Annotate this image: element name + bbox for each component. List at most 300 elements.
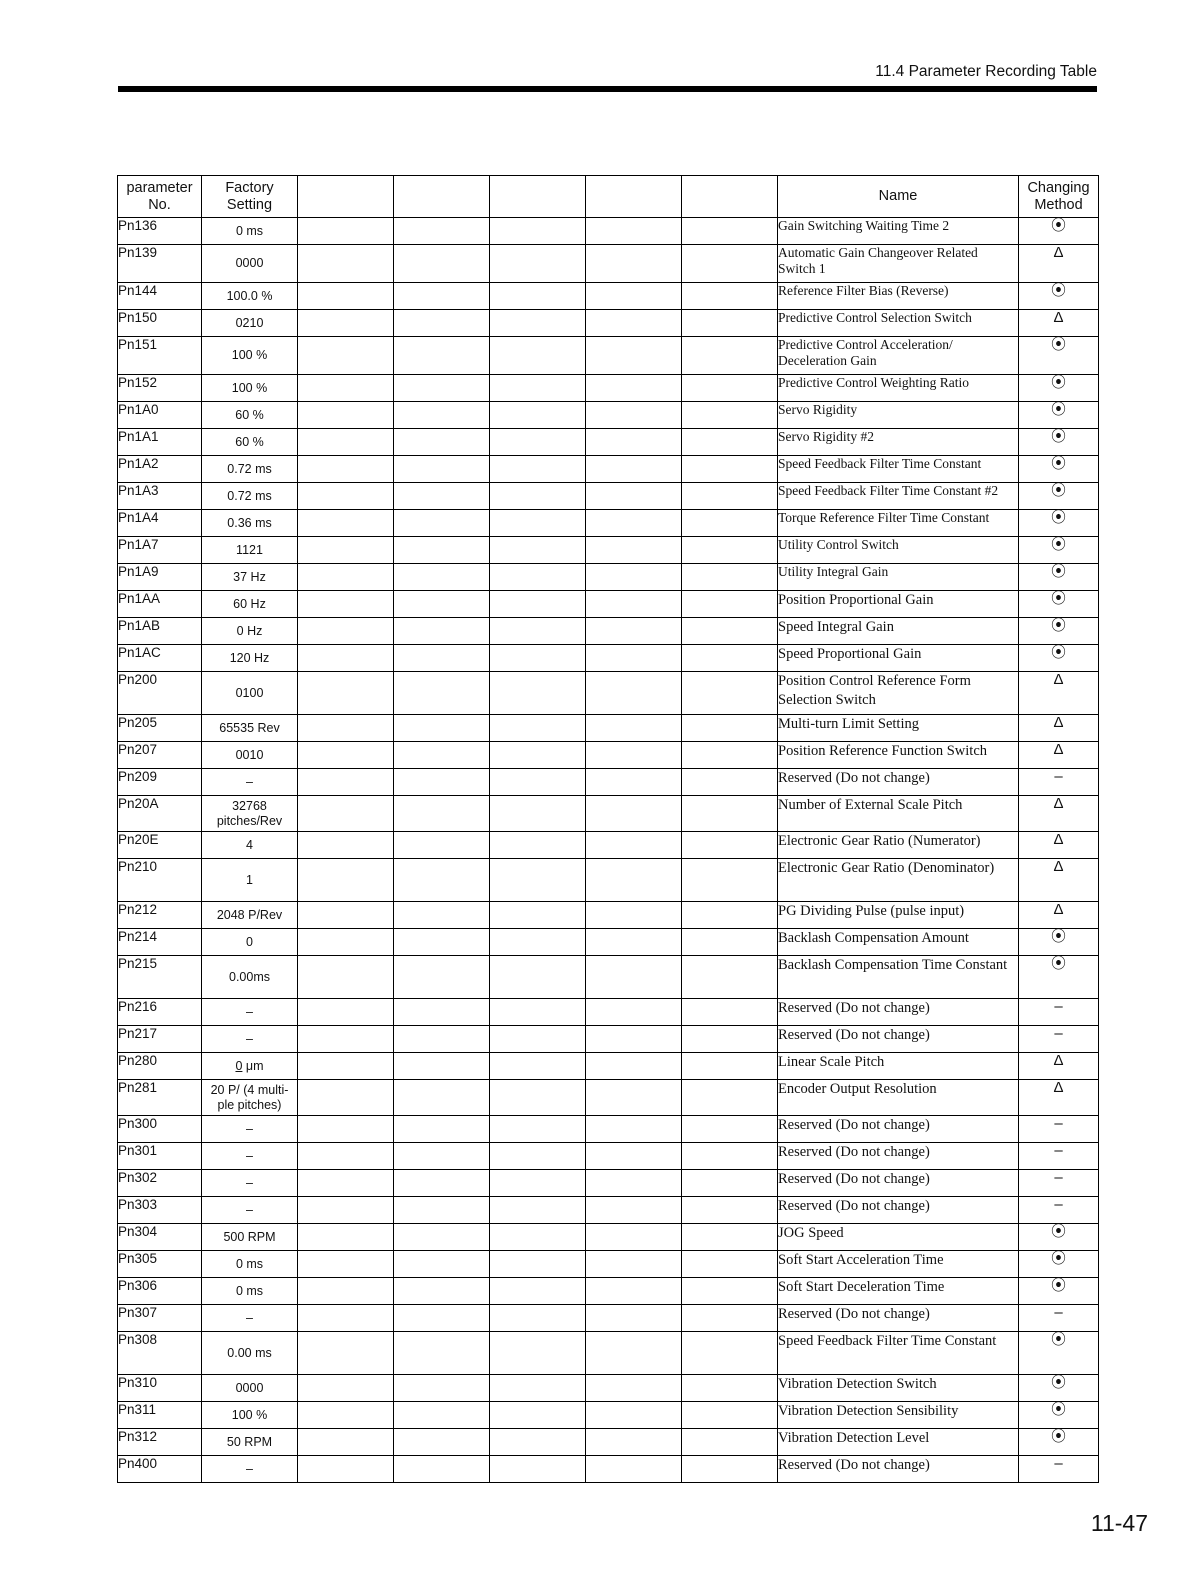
recording-cell: [586, 245, 682, 283]
recording-cell: [682, 1251, 778, 1278]
factory-setting-cell: [202, 1305, 298, 1332]
recording-cell: [586, 429, 682, 456]
recording-cell: [298, 1456, 394, 1483]
name-cell: Gain Switching Waiting Time 2: [778, 218, 1019, 245]
parameter-no-cell: Pn303: [118, 1197, 202, 1224]
recording-cell: [298, 672, 394, 715]
name-cell: Position Reference Function Switch: [778, 742, 1019, 769]
name-cell: Reserved (Do not change): [778, 999, 1019, 1026]
recording-cell: [394, 1278, 490, 1305]
table-row: [118, 902, 1099, 929]
changing-method-icon: Δ: [1019, 715, 1099, 742]
recording-cell: [682, 859, 778, 902]
recording-cell: [682, 769, 778, 796]
recording-cell: [490, 245, 586, 283]
recording-cell: [682, 1080, 778, 1116]
factory-setting-cell: [202, 510, 298, 537]
name-cell: Reserved (Do not change): [778, 1305, 1019, 1332]
table-row: [118, 483, 1099, 510]
recording-cell: [394, 591, 490, 618]
recording-cell: [394, 672, 490, 715]
changing-method-icon: Δ: [1019, 1080, 1099, 1116]
factory-setting-value: 100 %: [231, 348, 268, 362]
recording-cell: [298, 618, 394, 645]
recording-cell: [490, 429, 586, 456]
header-parameter-no: parameter No.: [118, 176, 202, 218]
parameter-no-cell: Pn214: [118, 929, 202, 956]
recording-cell: [298, 1429, 394, 1456]
recording-cell: [298, 902, 394, 929]
recording-cell: [298, 1053, 394, 1080]
recording-cell: [490, 1080, 586, 1116]
table-row: [118, 337, 1099, 375]
table-row: [118, 1116, 1099, 1143]
changing-method-icon: –: [1019, 1170, 1099, 1197]
factory-setting-value: 120 Hz: [229, 650, 270, 665]
name-cell: Reserved (Do not change): [778, 1026, 1019, 1053]
recording-cell: [682, 1197, 778, 1224]
recording-cell: [490, 1456, 586, 1483]
factory-setting-cell: [202, 375, 298, 402]
recording-cell: [394, 742, 490, 769]
recording-cell: [394, 832, 490, 859]
recording-cell: [586, 1197, 682, 1224]
recording-cell: [586, 337, 682, 375]
recording-cell: [682, 618, 778, 645]
recording-cell: [298, 1197, 394, 1224]
recording-cell: [586, 1375, 682, 1402]
recording-cell: [490, 537, 586, 564]
table-row: [118, 1080, 1099, 1116]
recording-cell: [490, 1429, 586, 1456]
factory-setting-cell: [202, 245, 298, 283]
recording-cell: [394, 715, 490, 742]
table-row: [118, 1456, 1099, 1483]
factory-setting-value: 0 ms: [235, 1256, 264, 1271]
recording-cell: [490, 564, 586, 591]
recording-cell: [682, 245, 778, 283]
recording-cell: [490, 999, 586, 1026]
header-blank: [490, 176, 586, 218]
changing-method-icon: Δ: [1019, 832, 1099, 859]
recording-cell: [682, 1375, 778, 1402]
name-cell: Electronic Gear Ratio (Denominator): [778, 859, 1019, 902]
table-row: [118, 375, 1099, 402]
recording-cell: [682, 1332, 778, 1375]
recording-cell: [394, 1332, 490, 1375]
recording-cell: [394, 1402, 490, 1429]
recording-cell: [490, 510, 586, 537]
recording-cell: [586, 769, 682, 796]
changing-method-icon: Δ: [1019, 902, 1099, 929]
recording-cell: [490, 929, 586, 956]
recording-cell: [682, 337, 778, 375]
table-row: [118, 1197, 1099, 1224]
factory-setting-value: –: [246, 1175, 253, 1190]
recording-cell: [682, 929, 778, 956]
recording-cell: [682, 956, 778, 999]
recording-cell: [394, 1375, 490, 1402]
factory-setting-cell: [202, 645, 298, 672]
factory-setting-value: 500 RPM: [223, 1229, 276, 1244]
recording-cell: [394, 645, 490, 672]
recording-cell: [298, 402, 394, 429]
recording-cell: [490, 1116, 586, 1143]
recording-cell: [394, 402, 490, 429]
recording-cell: [490, 456, 586, 483]
name-cell: Speed Feedback Filter Time Constant: [778, 456, 1019, 483]
name-cell: Soft Start Deceleration Time: [778, 1278, 1019, 1305]
factory-setting-cell: [202, 618, 298, 645]
parameter-no-cell: Pn301: [118, 1143, 202, 1170]
recording-cell: [490, 483, 586, 510]
factory-setting-value: 2048 P/Rev: [216, 907, 283, 922]
factory-setting-cell: [202, 1251, 298, 1278]
factory-setting-cell: [202, 796, 298, 832]
factory-setting-value: 4: [246, 837, 253, 852]
table-row: [118, 672, 1099, 715]
factory-setting-value: 0.36 ms: [227, 515, 272, 530]
parameter-no-cell: Pn212: [118, 902, 202, 929]
recording-cell: [298, 483, 394, 510]
recording-cell: [298, 742, 394, 769]
name-cell: Speed Integral Gain: [778, 618, 1019, 645]
parameter-no-cell: Pn1AA: [118, 591, 202, 618]
recording-cell: [394, 1456, 490, 1483]
name-cell: Encoder Output Resolution: [778, 1080, 1019, 1116]
recording-cell: [298, 999, 394, 1026]
name-cell: Automatic Gain Changeover Related Switch 1: [778, 245, 1019, 283]
parameter-no-cell: Pn281: [118, 1080, 202, 1116]
changing-method-icon: ⦿: [1019, 1224, 1099, 1251]
recording-cell: [586, 591, 682, 618]
factory-setting-value: 0.00 ms: [227, 1345, 272, 1360]
factory-setting-value: 1: [246, 872, 253, 887]
changing-method-icon: –: [1019, 1305, 1099, 1332]
recording-cell: [682, 402, 778, 429]
recording-cell: [586, 796, 682, 832]
parameter-no-cell: Pn1A1: [118, 429, 202, 456]
factory-setting-cell: [202, 1170, 298, 1197]
recording-cell: [394, 1197, 490, 1224]
recording-cell: [682, 715, 778, 742]
changing-method-icon: ⦿: [1019, 956, 1099, 999]
factory-setting-value: 0.72 ms: [227, 488, 272, 503]
recording-cell: [394, 1224, 490, 1251]
parameter-no-cell: Pn1A4: [118, 510, 202, 537]
table-row: [118, 283, 1099, 310]
recording-cell: [490, 1197, 586, 1224]
recording-cell: [490, 902, 586, 929]
factory-setting-cell: [202, 429, 298, 456]
recording-cell: [586, 645, 682, 672]
changing-method-icon: ⦿: [1019, 1251, 1099, 1278]
factory-setting-value: 0100: [235, 685, 264, 700]
table-row: [118, 510, 1099, 537]
factory-setting-cell: [202, 1456, 298, 1483]
recording-cell: [298, 1143, 394, 1170]
recording-cell: [298, 283, 394, 310]
factory-setting-value: –: [246, 1148, 253, 1163]
recording-cell: [682, 218, 778, 245]
factory-setting-cell: [202, 902, 298, 929]
factory-setting-value: 0.00ms: [229, 969, 270, 984]
name-cell: Torque Reference Filter Time Constant: [778, 510, 1019, 537]
table-row: [118, 1375, 1099, 1402]
changing-method-icon: ⦿: [1019, 537, 1099, 564]
recording-cell: [490, 375, 586, 402]
recording-cell: [394, 429, 490, 456]
name-cell: Speed Feedback Filter Time Constant #2: [778, 483, 1019, 510]
table-row: [118, 1224, 1099, 1251]
factory-setting-cell: [202, 1224, 298, 1251]
recording-cell: [298, 1402, 394, 1429]
recording-cell: [586, 859, 682, 902]
parameter-no-cell: Pn215: [118, 956, 202, 999]
recording-cell: [298, 429, 394, 456]
recording-cell: [298, 1375, 394, 1402]
recording-cell: [682, 429, 778, 456]
recording-cell: [682, 564, 778, 591]
parameter-no-cell: Pn280: [118, 1053, 202, 1080]
recording-cell: [682, 1143, 778, 1170]
changing-method-icon: –: [1019, 1143, 1099, 1170]
recording-cell: [586, 483, 682, 510]
recording-cell: [490, 742, 586, 769]
parameter-no-cell: Pn136: [118, 218, 202, 245]
factory-setting-cell: [202, 564, 298, 591]
name-cell: Position Proportional Gain: [778, 591, 1019, 618]
factory-setting-line2: ple pitches): [217, 1097, 282, 1112]
recording-cell: [394, 618, 490, 645]
recording-cell: [682, 591, 778, 618]
recording-cell: [394, 769, 490, 796]
changing-method-icon: –: [1019, 1116, 1099, 1143]
parameter-no-cell: Pn1AB: [118, 618, 202, 645]
table-row: [118, 618, 1099, 645]
name-cell: Utility Integral Gain: [778, 564, 1019, 591]
name-cell: Speed Proportional Gain: [778, 645, 1019, 672]
factory-setting-cell: [202, 1429, 298, 1456]
recording-cell: [682, 1402, 778, 1429]
recording-cell: [682, 483, 778, 510]
factory-setting-value: 0000: [235, 256, 264, 270]
factory-setting-value: –: [246, 1202, 253, 1217]
recording-cell: [682, 1224, 778, 1251]
recording-cell: [682, 645, 778, 672]
recording-cell: [490, 1224, 586, 1251]
parameter-no-cell: Pn1AC: [118, 645, 202, 672]
table-row: [118, 429, 1099, 456]
header-blank: [394, 176, 490, 218]
recording-cell: [394, 510, 490, 537]
changing-method-icon: ⦿: [1019, 645, 1099, 672]
parameter-no-cell: Pn1A3: [118, 483, 202, 510]
table-row: [118, 769, 1099, 796]
recording-cell: [298, 1026, 394, 1053]
recording-cell: [586, 456, 682, 483]
table-row: [118, 1332, 1099, 1375]
changing-method-icon: Δ: [1019, 245, 1099, 283]
recording-cell: [490, 859, 586, 902]
factory-setting-value: 0 Hz: [236, 623, 263, 638]
name-cell: Servo Rigidity #2: [778, 429, 1019, 456]
recording-cell: [490, 672, 586, 715]
factory-setting-value: 37 Hz: [233, 569, 266, 584]
recording-cell: [586, 1053, 682, 1080]
factory-setting-cell: [202, 402, 298, 429]
recording-cell: [586, 1402, 682, 1429]
recording-cell: [298, 510, 394, 537]
factory-setting-value: 100 %: [231, 1407, 268, 1422]
factory-setting-cell: [202, 591, 298, 618]
recording-cell: [490, 956, 586, 999]
recording-cell: [490, 218, 586, 245]
parameter-no-cell: Pn216: [118, 999, 202, 1026]
parameter-no-cell: Pn139: [118, 245, 202, 283]
name-cell: Backlash Compensation Amount: [778, 929, 1019, 956]
table-row: [118, 796, 1099, 832]
recording-cell: [298, 859, 394, 902]
recording-cell: [298, 1251, 394, 1278]
recording-cell: [490, 1053, 586, 1080]
parameter-no-cell: Pn151: [118, 337, 202, 375]
recording-cell: [298, 564, 394, 591]
parameter-no-cell: Pn300: [118, 1116, 202, 1143]
changing-method-icon: ⦿: [1019, 456, 1099, 483]
recording-cell: [682, 672, 778, 715]
changing-method-icon: Δ: [1019, 310, 1099, 337]
factory-setting-line2: pitches/Rev: [216, 813, 283, 828]
name-cell: Predictive Control Weighting Ratio: [778, 375, 1019, 402]
recording-cell: [682, 902, 778, 929]
recording-cell: [586, 218, 682, 245]
factory-setting-value: 1121: [236, 542, 263, 557]
factory-setting-value: –: [246, 1461, 253, 1476]
recording-cell: [490, 832, 586, 859]
changing-method-icon: ⦿: [1019, 1332, 1099, 1375]
factory-setting-cell: [202, 672, 298, 715]
recording-cell: [298, 310, 394, 337]
recording-cell: [586, 564, 682, 591]
parameter-no-cell: Pn209: [118, 769, 202, 796]
recording-cell: [298, 337, 394, 375]
factory-setting-cell: [202, 537, 298, 564]
factory-setting-value: –: [246, 1121, 253, 1136]
factory-setting-value: –: [246, 774, 253, 789]
recording-cell: [298, 1080, 394, 1116]
recording-cell: [586, 618, 682, 645]
name-cell: Predictive Control Selection Switch: [778, 310, 1019, 337]
name-cell: PG Dividing Pulse (pulse input): [778, 902, 1019, 929]
recording-cell: [682, 283, 778, 310]
parameter-no-cell: Pn311: [118, 1402, 202, 1429]
changing-method-icon: ⦿: [1019, 591, 1099, 618]
recording-cell: [490, 1278, 586, 1305]
factory-setting-value: 60 Hz: [233, 596, 266, 611]
recording-cell: [682, 1053, 778, 1080]
factory-setting-cell: [202, 1278, 298, 1305]
recording-cell: [586, 715, 682, 742]
recording-cell: [490, 1143, 586, 1170]
recording-cell: [298, 537, 394, 564]
name-cell: Vibration Detection Level: [778, 1429, 1019, 1456]
name-cell: Soft Start Acceleration Time: [778, 1251, 1019, 1278]
name-cell: Utility Control Switch: [778, 537, 1019, 564]
recording-cell: [586, 283, 682, 310]
recording-cell: [394, 375, 490, 402]
recording-cell: [682, 510, 778, 537]
changing-method-icon: ⦿: [1019, 218, 1099, 245]
table-row: [118, 715, 1099, 742]
recording-cell: [298, 218, 394, 245]
changing-method-icon: –: [1019, 999, 1099, 1026]
factory-setting-cell: [202, 715, 298, 742]
factory-setting-cell: [202, 1143, 298, 1170]
recording-cell: [394, 956, 490, 999]
recording-cell: [586, 1429, 682, 1456]
header-blank: [298, 176, 394, 218]
recording-cell: [298, 956, 394, 999]
recording-cell: [682, 1170, 778, 1197]
recording-cell: [394, 483, 490, 510]
factory-setting-value: 0210: [235, 315, 264, 330]
recording-cell: [490, 1402, 586, 1429]
page-number: 11-47: [1090, 1510, 1148, 1536]
changing-method-icon: ⦿: [1019, 1375, 1099, 1402]
factory-setting-cell: [202, 337, 298, 375]
table-row: [118, 645, 1099, 672]
parameter-no-cell: Pn306: [118, 1278, 202, 1305]
factory-setting-unit: μm: [242, 1058, 264, 1073]
changing-method-icon: ⦿: [1019, 429, 1099, 456]
table-row: [118, 456, 1099, 483]
recording-cell: [298, 375, 394, 402]
table-row: [118, 402, 1099, 429]
recording-cell: [682, 1116, 778, 1143]
factory-setting-value: 0 ms: [235, 223, 264, 238]
name-cell: Multi-turn Limit Setting: [778, 715, 1019, 742]
factory-setting-value: 0 ms: [235, 1283, 264, 1298]
recording-cell: [490, 1026, 586, 1053]
table-row: [118, 1278, 1099, 1305]
recording-cell: [490, 283, 586, 310]
name-cell: Number of External Scale Pitch: [778, 796, 1019, 832]
name-cell: Predictive Control Acceleration/ Deceleration Gain: [778, 337, 1019, 375]
changing-method-icon: ⦿: [1019, 402, 1099, 429]
recording-cell: [490, 645, 586, 672]
header-blank: [682, 176, 778, 218]
factory-setting-cell: [202, 1080, 298, 1116]
recording-cell: [394, 999, 490, 1026]
changing-method-icon: Δ: [1019, 672, 1099, 715]
factory-setting-cell: [202, 283, 298, 310]
parameter-no-cell: Pn20A: [118, 796, 202, 832]
factory-setting-value: –: [246, 1031, 253, 1046]
recording-cell: [586, 1332, 682, 1375]
name-cell: Reserved (Do not change): [778, 769, 1019, 796]
recording-cell: [490, 769, 586, 796]
table-row: [118, 1170, 1099, 1197]
header-blank: [586, 176, 682, 218]
parameter-no-cell: Pn217: [118, 1026, 202, 1053]
recording-cell: [394, 1143, 490, 1170]
changing-method-icon: –: [1019, 1197, 1099, 1224]
name-cell: Vibration Detection Switch: [778, 1375, 1019, 1402]
name-cell: Servo Rigidity: [778, 402, 1019, 429]
recording-cell: [394, 1305, 490, 1332]
recording-cell: [490, 796, 586, 832]
